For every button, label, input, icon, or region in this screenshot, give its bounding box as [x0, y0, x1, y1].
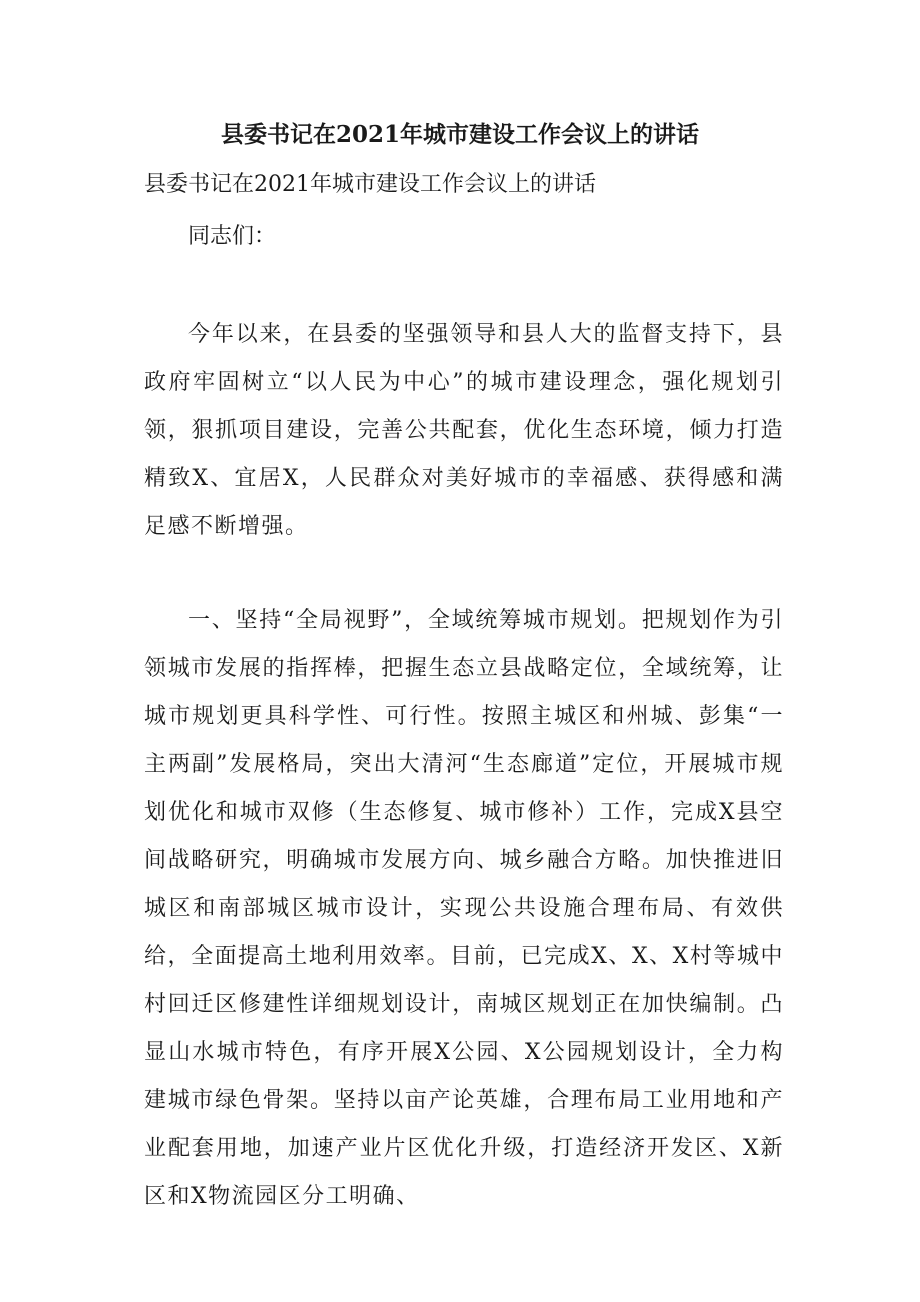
body-paragraph-section-1: 一、坚持“全局视野”，全域统筹城市规划。把规划作为引领城市发展的指挥棒，把握生态立县战略定位，全域统筹，让城市规划更具科学性、可行性。按照主城区和州城、彭集“一主两副”发展格局，突出大清河“生态廊道”定位，开展城市规划优化和城市双修（生态修复、城市修补）工作，完成X县空间战略研究，明确城市发展方向、城乡融合方略。加快推进旧城区和南部城区城市设计，实现公共设施合理布局、有效供给，全面提高土地利用效率。目前，已完成X、X、X村等城中村回迁区修建性详细规划设计，南城区规划正在加快编制。凸显山水城市特色，有序开展X公园、X公园规划设计，全力构建城市绿色骨架。坚持以亩产论英雄，合理布局工业用地和产业配套用地，加速产业片区优化升级，打造经济开发区、X新区和X物流园区分工明确、 — [144, 608, 784, 1209]
document-title: 县委书记在2021年城市建设工作会议上的讲话 — [220, 121, 699, 148]
body-paragraph-intro: 今年以来，在县委的坚强领导和县人大的监督支持下，县政府牢固树立“以人民为中心”的城市建设理念，强化规划引领，狠抓项目建设，完善公共配套，优化生态环境，倾力打造精致X、宜居X，人民群众对美好城市的幸福感、获得感和满足感不断增强。 — [144, 322, 784, 539]
greeting: 同志们： — [188, 224, 277, 249]
document-subtitle: 县委书记在2021年城市建设工作会议上的讲话 — [144, 172, 596, 197]
